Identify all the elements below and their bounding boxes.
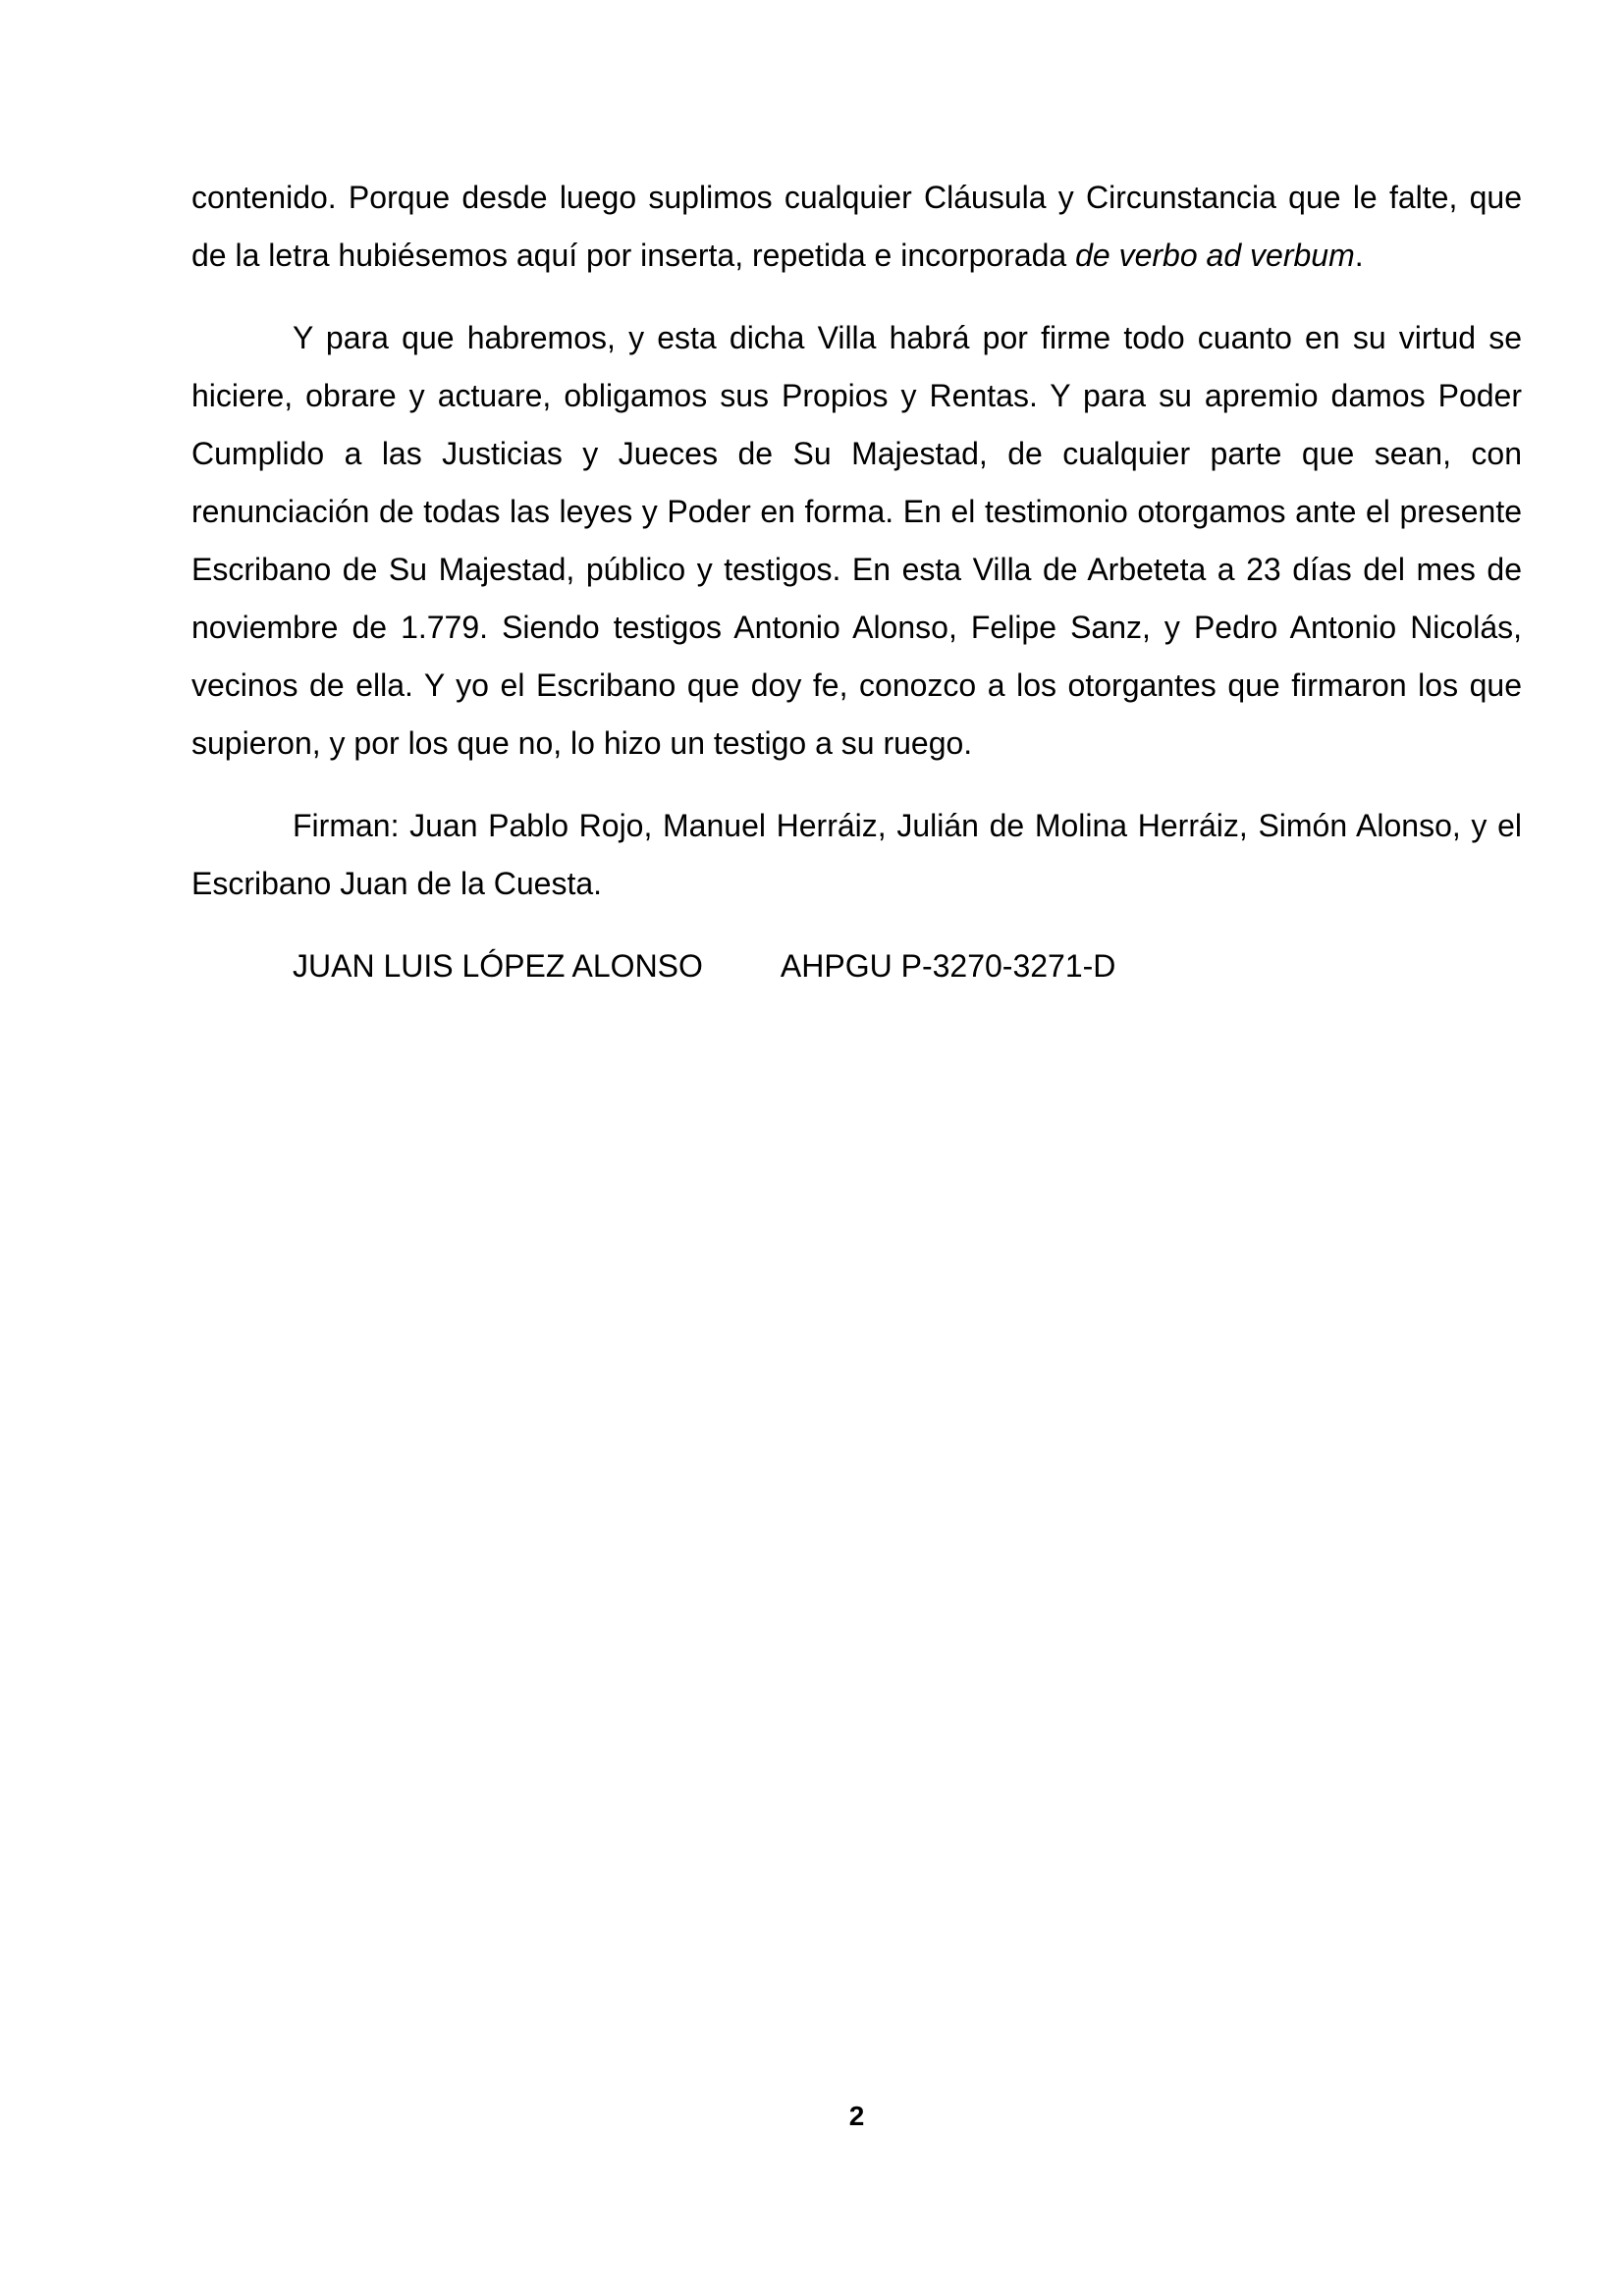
archive-reference: AHPGU P-3270-3271-D — [780, 948, 1116, 984]
paragraph-body: Y para que habremos, y esta dicha Villa habrá por firme todo cuanto en su virtud se hiciere, obrare y actuare, obligamos sus Propios y Rentas. Y para su apremio damos Poder Cumplido a las Justicias y Jueces de Su Majestad, de cualquier parte que sean, con renunciación de todas las leyes y Poder en forma. En el testimonio otorgamos ante el presente Escribano de Su Majestad, público y testigos. En esta Villa de Arbeteta a 23 días del mes de noviembre de 1.779. Siendo testigos Antonio Alonso, Felipe Sanz, y Pedro Antonio Nicolás, vecinos de ella. Y yo el Escribano que doy fe, conozco a los otorgantes que firmaron los que supieron, y por los que no, lo hizo un testigo a su ruego. — [191, 320, 1522, 761]
attribution-line — [191, 937, 1522, 995]
page-footer — [191, 2097, 1522, 2136]
page-number: 2 — [848, 2101, 865, 2131]
paragraph-signatories: Firman: Juan Pablo Rojo, Manuel Herráiz, Julián de Molina Herráiz, Simón Alonso, y el Escribano Juan de la Cuesta. — [191, 808, 1522, 901]
paragraph-continuation — [191, 169, 1522, 285]
paragraph-continuation-text: contenido. Porque desde luego suplimos cualquier Cláusula y Circunstancia que le falte, que de la letra hubiésemos aquí por inserta, repetida e incorporada — [191, 180, 1522, 273]
paragraph-continuation-period: . — [1354, 238, 1364, 273]
text-body — [191, 169, 1522, 995]
author-name: JUAN LUIS LÓPEZ ALONSO — [293, 948, 703, 984]
latin-phrase-italic: de verbo ad verbum — [1075, 238, 1355, 273]
